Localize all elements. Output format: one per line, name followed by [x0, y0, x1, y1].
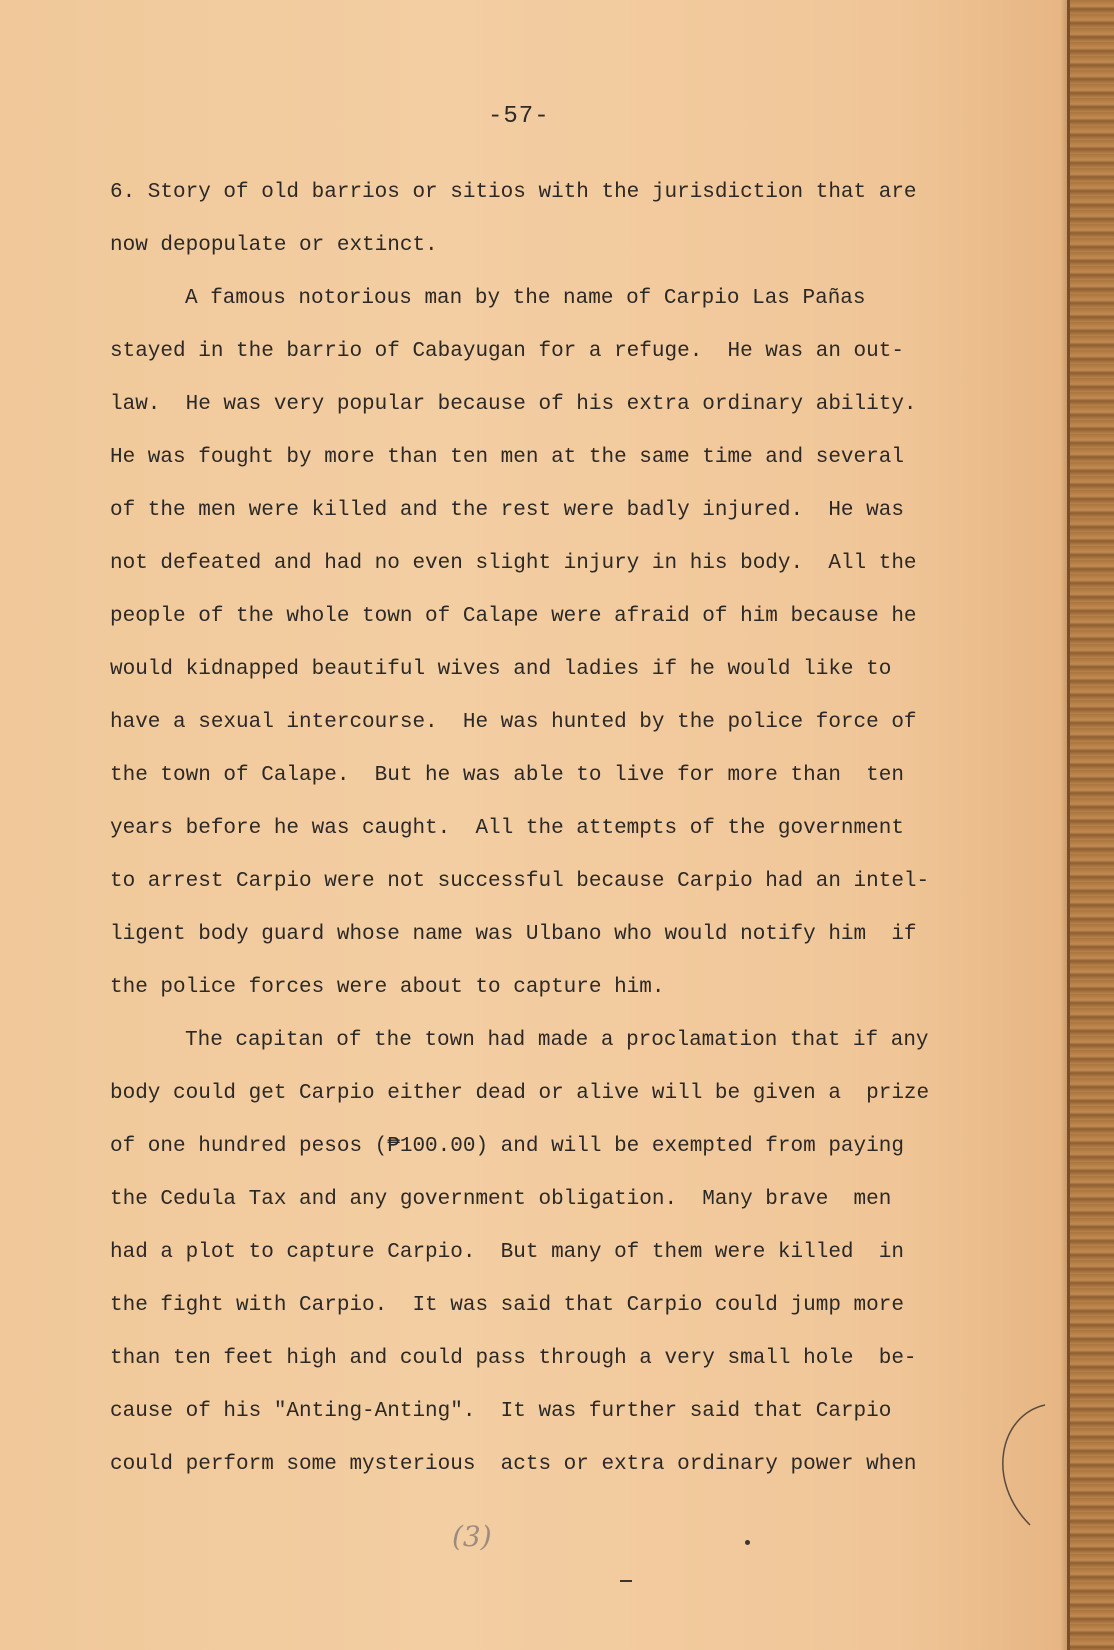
paragraph-line: the Cedula Tax and any government obligation. Many brave men: [110, 1188, 892, 1211]
book-binding-edge: [1067, 0, 1114, 1650]
body-text: [110, 166, 970, 1491]
paragraph-line: of the men were killed and the rest were badly injured. He was: [110, 499, 904, 522]
paragraph-line: to arrest Carpio were not successful because Carpio had an intel-: [110, 870, 930, 893]
paragraph-line: law. He was very popular because of his extra ordinary ability.: [110, 393, 917, 416]
paragraph-line: body could get Carpio either dead or alive will be given a prize: [110, 1082, 930, 1105]
paragraph-line: had a plot to capture Carpio. But many of them were killed in: [110, 1241, 904, 1264]
heading-line: 6. Story of old barrios or sitios with the jurisdiction that are: [110, 181, 917, 204]
paragraph-line: not defeated and had no even slight injury in his body. All the: [110, 552, 917, 575]
paragraph-line: years before he was caught. All the attempts of the government: [110, 817, 904, 840]
paragraph-line: would kidnapped beautiful wives and ladies if he would like to: [110, 658, 892, 681]
heading-line: now depopulate or extinct.: [110, 234, 438, 257]
paragraph-line: people of the whole town of Calape were afraid of him because he: [110, 605, 917, 628]
paragraph-line: the town of Calape. But he was able to live for more than ten: [110, 764, 904, 787]
ink-dash: [620, 1580, 632, 1582]
paragraph-line: stayed in the barrio of Cabayugan for a refuge. He was an out-: [110, 340, 904, 363]
page-number: -57-: [488, 103, 550, 130]
paragraph-line: He was fought by more than ten men at the same time and several: [110, 446, 904, 469]
paragraph-line: than ten feet high and could pass through a very small hole be-: [110, 1347, 917, 1370]
paragraph-line: A famous notorious man by the name of Carpio Las Pañas: [185, 287, 866, 310]
paragraph-line: The capitan of the town had made a proclamation that if any: [185, 1029, 929, 1052]
paragraph-line: could perform some mysterious acts or extra ordinary power when: [110, 1453, 917, 1476]
paragraph-line: cause of his "Anting-Anting". It was further said that Carpio: [110, 1400, 892, 1423]
paragraph-line: the fight with Carpio. It was said that Carpio could jump more: [110, 1294, 904, 1317]
handwritten-page-note: (3): [452, 1520, 492, 1553]
paragraph-line: have a sexual intercourse. He was hunted by the police force of: [110, 711, 917, 734]
pencil-margin-mark: [990, 1400, 1050, 1530]
paragraph-line: of one hundred pesos (₱100.00) and will be exempted from paying: [110, 1135, 904, 1158]
ink-speck: [745, 1540, 750, 1545]
paragraph-line: ligent body guard whose name was Ulbano who would notify him if: [110, 923, 917, 946]
paragraph-line: the police forces were about to capture him.: [110, 976, 665, 999]
